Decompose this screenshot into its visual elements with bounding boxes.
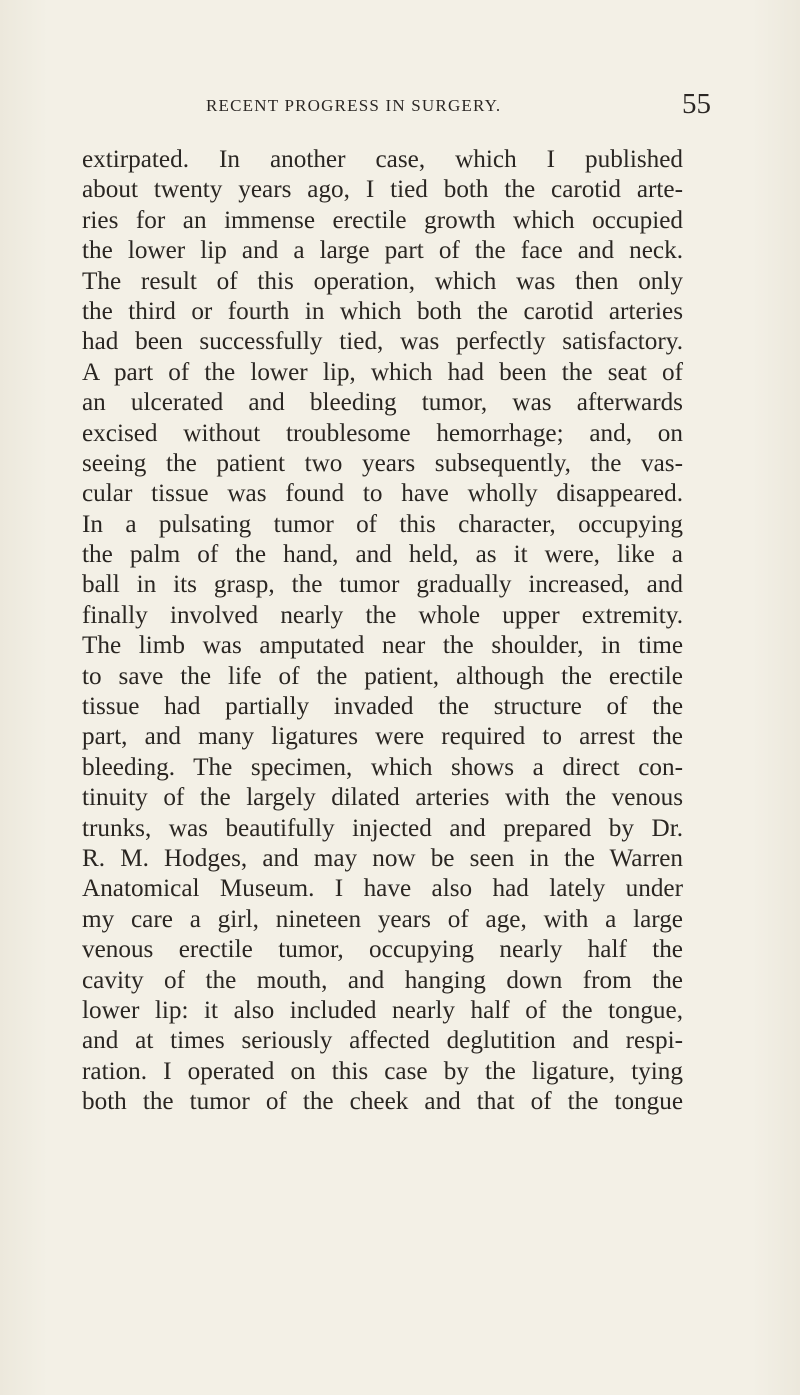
- text-line: trunks, was beautifully injected and prepared by Dr.: [82, 814, 683, 842]
- text-line: cular tissue was found to have wholly disappeared.: [82, 480, 683, 508]
- text-line: bleeding. The specimen, which shows a direct con-: [82, 753, 683, 781]
- text-line: lower lip: it also included nearly half of the tongue,: [82, 996, 683, 1024]
- text-line: my care a girl, nineteen years of age, with a large: [82, 905, 683, 933]
- text-line: The result of this operation, which was then only: [82, 267, 683, 295]
- text-line: had been successfully tied, was perfectly satisfactory.: [82, 328, 683, 356]
- text-line: venous erectile tumor, occupying nearly half the: [82, 936, 683, 964]
- text-line: an ulcerated and bleeding tumor, was afterwards: [82, 389, 683, 417]
- text-line: Anatomical Museum. I have also had lately under: [82, 875, 683, 903]
- text-line: the palm of the hand, and held, as it were, like a: [82, 541, 683, 569]
- text-line: ball in its grasp, the tumor gradually increased, and: [82, 571, 683, 599]
- text-line: ration. I operated on this case by the ligature, tying: [82, 1057, 683, 1085]
- text-line: tissue had partially invaded the structure of the: [82, 693, 683, 721]
- text-line: excised without troublesome hemorrhage; and, on: [82, 419, 683, 447]
- text-line: about twenty years ago, I tied both the carotid arte-: [82, 176, 683, 204]
- text-line: seeing the patient two years subsequently, the vas-: [82, 449, 683, 477]
- text-line: extirpated. In another case, which I published: [82, 146, 683, 173]
- text-line: ries for an immense erectile growth which occupied: [82, 206, 683, 234]
- text-line: cavity of the mouth, and hanging down from the: [82, 966, 683, 994]
- text-line: In a pulsating tumor of this character, occupying: [82, 510, 683, 538]
- text-line: R. M. Hodges, and may now be seen in the Warren: [82, 844, 683, 872]
- text-line: tinuity of the largely dilated arteries with the venous: [82, 784, 683, 812]
- text-line: the lower lip and a large part of the face and neck.: [82, 237, 683, 265]
- text-line: both the tumor of the cheek and that of the tongue: [82, 1088, 683, 1116]
- text-line: and at times seriously affected deglutition and respi-: [82, 1027, 683, 1055]
- body-text: [82, 145, 683, 1118]
- running-title: RECENT PROGRESS IN SURGERY.: [206, 96, 502, 115]
- text-line: The limb was amputated near the shoulder, in time: [82, 632, 683, 660]
- text-line: the third or fourth in which both the carotid arteries: [82, 297, 683, 325]
- running-head: [82, 88, 711, 124]
- text-line: finally involved nearly the whole upper extremity.: [82, 601, 683, 629]
- text-line: part, and many ligatures were required to arrest the: [82, 723, 683, 751]
- text-line: to save the life of the patient, although the erectile: [82, 662, 683, 690]
- text-line: A part of the lower lip, which had been the seat of: [82, 358, 683, 386]
- page-number: 55: [682, 88, 711, 120]
